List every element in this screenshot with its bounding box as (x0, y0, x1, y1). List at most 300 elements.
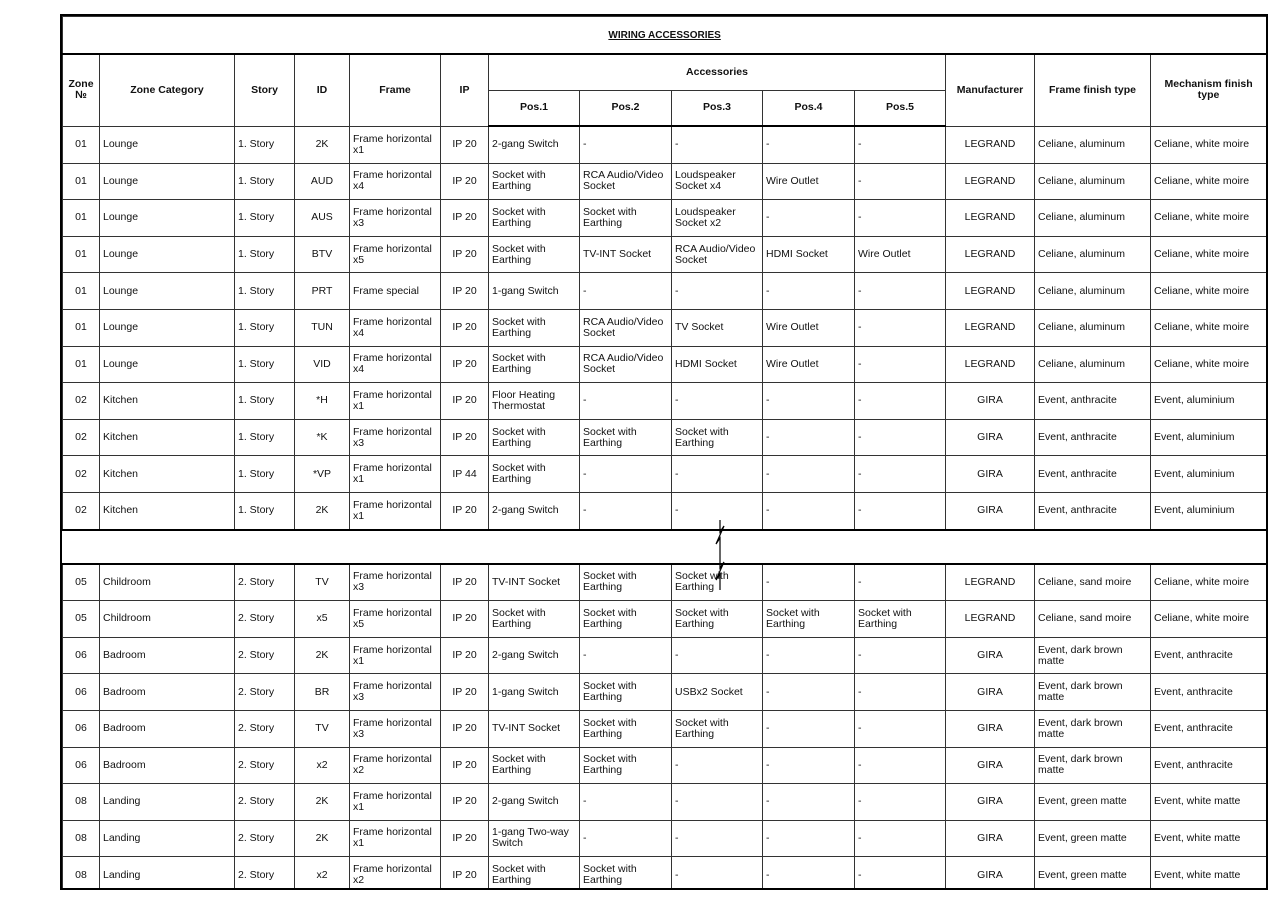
cell-story: 2. Story (235, 747, 295, 784)
cell-frame: Frame horizontal x4 (350, 163, 441, 200)
cell-pos2: - (580, 273, 672, 310)
cell-zone-no: 02 (63, 419, 100, 456)
cell-story: 1. Story (235, 309, 295, 346)
cell-pos2: Socket with Earthing (580, 710, 672, 747)
cell-frame-finish: Event, dark brown matte (1035, 674, 1151, 711)
cell-ip: IP 20 (441, 820, 489, 857)
cell-pos2: RCA Audio/Video Socket (580, 309, 672, 346)
cell-zone-no: 06 (63, 710, 100, 747)
cell-manufacturer: LEGRAND (946, 564, 1035, 601)
cell-frame-finish: Event, dark brown matte (1035, 710, 1151, 747)
header-frame: Frame (350, 54, 441, 126)
header-pos4: Pos.4 (763, 90, 855, 126)
cell-pos2: - (580, 784, 672, 821)
cell-frame: Frame horizontal x3 (350, 200, 441, 237)
cell-pos3: - (672, 857, 763, 890)
table-row (63, 637, 1267, 674)
table-break-separator (63, 530, 1267, 564)
cell-id: AUS (295, 200, 350, 237)
cell-ip: IP 20 (441, 674, 489, 711)
cell-pos2: Socket with Earthing (580, 601, 672, 638)
cell-story: 2. Story (235, 820, 295, 857)
cell-pos4: - (763, 674, 855, 711)
cell-mechanism-finish: Event, anthracite (1151, 710, 1267, 747)
cell-pos5: - (855, 200, 946, 237)
cell-manufacturer: GIRA (946, 747, 1035, 784)
cell-frame-finish: Event, dark brown matte (1035, 637, 1151, 674)
table-row (63, 564, 1267, 601)
header-zone-category: Zone Category (100, 54, 235, 126)
cell-frame: Frame horizontal x3 (350, 564, 441, 601)
cell-pos1: 1-gang Switch (489, 674, 580, 711)
cell-ip: IP 44 (441, 456, 489, 493)
cell-zone-no: 06 (63, 637, 100, 674)
cell-pos3: RCA Audio/Video Socket (672, 236, 763, 273)
cell-pos5: Socket with Earthing (855, 601, 946, 638)
header-manufacturer: Manufacturer (946, 54, 1035, 126)
table-row (63, 601, 1267, 638)
cell-pos5: - (855, 456, 946, 493)
header-pos3: Pos.3 (672, 90, 763, 126)
cell-frame: Frame horizontal x2 (350, 747, 441, 784)
table-row (63, 747, 1267, 784)
cell-pos4: - (763, 273, 855, 310)
cell-mechanism-finish: Celiane, white moire (1151, 601, 1267, 638)
cell-zone-category: Kitchen (100, 383, 235, 420)
cell-pos1: 1-gang Two-way Switch (489, 820, 580, 857)
cell-ip: IP 20 (441, 309, 489, 346)
cell-pos1: 2-gang Switch (489, 126, 580, 163)
cell-frame: Frame horizontal x1 (350, 126, 441, 163)
cell-id: x5 (295, 601, 350, 638)
cell-pos1: Socket with Earthing (489, 346, 580, 383)
cell-manufacturer: GIRA (946, 674, 1035, 711)
cell-zone-no: 06 (63, 747, 100, 784)
cell-pos1: Socket with Earthing (489, 200, 580, 237)
cell-id: BR (295, 674, 350, 711)
cell-story: 1. Story (235, 383, 295, 420)
cell-manufacturer: GIRA (946, 637, 1035, 674)
cell-zone-category: Landing (100, 820, 235, 857)
cell-pos2: - (580, 456, 672, 493)
cell-pos4: Wire Outlet (763, 309, 855, 346)
cell-zone-no: 01 (63, 236, 100, 273)
cell-pos3: Loudspeaker Socket x2 (672, 200, 763, 237)
cell-pos3: - (672, 747, 763, 784)
wiring-accessories-table (62, 16, 1267, 890)
cell-pos4: - (763, 200, 855, 237)
cell-pos3: - (672, 820, 763, 857)
cell-pos3: - (672, 273, 763, 310)
cell-ip: IP 20 (441, 601, 489, 638)
cell-frame: Frame horizontal x1 (350, 456, 441, 493)
cell-frame-finish: Event, dark brown matte (1035, 747, 1151, 784)
cell-pos4: - (763, 637, 855, 674)
cell-manufacturer: LEGRAND (946, 601, 1035, 638)
cell-zone-no: 02 (63, 383, 100, 420)
cell-story: 1. Story (235, 126, 295, 163)
cell-pos4: Wire Outlet (763, 346, 855, 383)
header-id: ID (295, 54, 350, 126)
table-row (63, 236, 1267, 273)
cell-pos5: - (855, 126, 946, 163)
table-row (63, 784, 1267, 821)
cell-manufacturer: GIRA (946, 820, 1035, 857)
cell-zone-category: Badroom (100, 637, 235, 674)
cell-id: TV (295, 564, 350, 601)
table-row (63, 163, 1267, 200)
cell-story: 1. Story (235, 273, 295, 310)
cell-id: *VP (295, 456, 350, 493)
cell-zone-category: Lounge (100, 200, 235, 237)
cell-pos2: - (580, 383, 672, 420)
cell-frame: Frame horizontal x1 (350, 820, 441, 857)
cell-manufacturer: LEGRAND (946, 163, 1035, 200)
cell-id: VID (295, 346, 350, 383)
cell-manufacturer: GIRA (946, 419, 1035, 456)
header-story: Story (235, 54, 295, 126)
cell-zone-no: 01 (63, 346, 100, 383)
cell-story: 2. Story (235, 637, 295, 674)
cell-zone-category: Lounge (100, 309, 235, 346)
header-pos2: Pos.2 (580, 90, 672, 126)
table-row (63, 456, 1267, 493)
cell-frame-finish: Celiane, aluminum (1035, 126, 1151, 163)
cell-id: TV (295, 710, 350, 747)
cell-pos4: - (763, 419, 855, 456)
cell-frame: Frame horizontal x2 (350, 857, 441, 890)
cell-zone-category: Landing (100, 784, 235, 821)
cell-pos1: Socket with Earthing (489, 163, 580, 200)
table-row (63, 126, 1267, 163)
cell-frame: Frame horizontal x1 (350, 784, 441, 821)
cell-pos5: - (855, 492, 946, 529)
cell-pos3: Socket with Earthing (672, 564, 763, 601)
cell-pos5: - (855, 637, 946, 674)
cell-pos1: Socket with Earthing (489, 747, 580, 784)
cell-pos1: Socket with Earthing (489, 601, 580, 638)
cell-story: 1. Story (235, 419, 295, 456)
cell-frame-finish: Event, anthracite (1035, 492, 1151, 529)
cell-pos1: Socket with Earthing (489, 857, 580, 890)
table-title: WIRING ACCESSORIES (63, 17, 1267, 55)
cell-ip: IP 20 (441, 273, 489, 310)
cell-zone-no: 06 (63, 674, 100, 711)
cell-story: 2. Story (235, 857, 295, 890)
cell-frame-finish: Event, green matte (1035, 820, 1151, 857)
cell-zone-no: 01 (63, 309, 100, 346)
cell-story: 2. Story (235, 564, 295, 601)
cell-manufacturer: LEGRAND (946, 273, 1035, 310)
cell-pos4: - (763, 492, 855, 529)
cell-zone-no: 01 (63, 126, 100, 163)
cell-mechanism-finish: Event, aluminium (1151, 492, 1267, 529)
table-body-top (63, 126, 1267, 530)
header-pos5: Pos.5 (855, 90, 946, 126)
cell-frame: Frame special (350, 273, 441, 310)
cell-zone-no: 05 (63, 601, 100, 638)
cell-mechanism-finish: Event, anthracite (1151, 637, 1267, 674)
cell-zone-category: Badroom (100, 674, 235, 711)
cell-ip: IP 20 (441, 637, 489, 674)
table-row (63, 309, 1267, 346)
cell-pos2: RCA Audio/Video Socket (580, 163, 672, 200)
table-row (63, 674, 1267, 711)
cell-id: BTV (295, 236, 350, 273)
cell-frame-finish: Event, green matte (1035, 784, 1151, 821)
cell-pos1: Socket with Earthing (489, 309, 580, 346)
cell-zone-no: 08 (63, 784, 100, 821)
cell-manufacturer: GIRA (946, 784, 1035, 821)
cell-pos3: Socket with Earthing (672, 601, 763, 638)
cell-manufacturer: LEGRAND (946, 126, 1035, 163)
cell-frame-finish: Event, anthracite (1035, 456, 1151, 493)
cell-manufacturer: GIRA (946, 456, 1035, 493)
cell-pos3: USBx2 Socket (672, 674, 763, 711)
cell-story: 1. Story (235, 236, 295, 273)
cell-pos5: - (855, 383, 946, 420)
cell-pos5: - (855, 163, 946, 200)
cell-pos3: - (672, 126, 763, 163)
cell-zone-category: Badroom (100, 710, 235, 747)
cell-frame-finish: Event, green matte (1035, 857, 1151, 890)
cell-id: x2 (295, 857, 350, 890)
cell-ip: IP 20 (441, 747, 489, 784)
cell-mechanism-finish: Event, white matte (1151, 857, 1267, 890)
cell-id: PRT (295, 273, 350, 310)
cell-pos3: - (672, 784, 763, 821)
cell-story: 1. Story (235, 346, 295, 383)
cell-frame-finish: Event, anthracite (1035, 419, 1151, 456)
cell-pos2: Socket with Earthing (580, 419, 672, 456)
cell-zone-category: Kitchen (100, 492, 235, 529)
header-accessories: Accessories (489, 54, 946, 90)
cell-frame-finish: Celiane, aluminum (1035, 200, 1151, 237)
cell-ip: IP 20 (441, 126, 489, 163)
section-break-row (63, 530, 1267, 564)
cell-ip: IP 20 (441, 492, 489, 529)
cell-frame-finish: Celiane, sand moire (1035, 564, 1151, 601)
table-row (63, 200, 1267, 237)
cell-id: *H (295, 383, 350, 420)
cell-pos4: Socket with Earthing (763, 601, 855, 638)
cell-mechanism-finish: Event, anthracite (1151, 747, 1267, 784)
wiring-accessories-sheet (60, 14, 1268, 890)
cell-id: 2K (295, 637, 350, 674)
cell-pos4: - (763, 820, 855, 857)
cell-id: 2K (295, 784, 350, 821)
cell-pos1: Socket with Earthing (489, 236, 580, 273)
cell-pos5: - (855, 820, 946, 857)
cell-zone-no: 02 (63, 492, 100, 529)
table-row (63, 346, 1267, 383)
cell-ip: IP 20 (441, 710, 489, 747)
cell-mechanism-finish: Event, aluminium (1151, 456, 1267, 493)
cell-story: 2. Story (235, 710, 295, 747)
cell-frame-finish: Celiane, sand moire (1035, 601, 1151, 638)
cell-pos4: - (763, 126, 855, 163)
cell-pos2: - (580, 126, 672, 163)
cell-frame: Frame horizontal x3 (350, 419, 441, 456)
cell-ip: IP 20 (441, 784, 489, 821)
cell-manufacturer: LEGRAND (946, 236, 1035, 273)
cell-pos1: Floor Heating Thermostat (489, 383, 580, 420)
cell-zone-category: Childroom (100, 564, 235, 601)
cell-frame: Frame horizontal x5 (350, 236, 441, 273)
cell-manufacturer: GIRA (946, 383, 1035, 420)
cell-pos1: Socket with Earthing (489, 419, 580, 456)
table-body-bottom (63, 564, 1267, 890)
cell-ip: IP 20 (441, 236, 489, 273)
cell-frame: Frame horizontal x1 (350, 492, 441, 529)
cell-id: 2K (295, 820, 350, 857)
cell-mechanism-finish: Celiane, white moire (1151, 309, 1267, 346)
cell-pos4: - (763, 784, 855, 821)
cell-pos2: Socket with Earthing (580, 564, 672, 601)
cell-frame-finish: Celiane, aluminum (1035, 273, 1151, 310)
cell-id: *K (295, 419, 350, 456)
cell-pos2: - (580, 492, 672, 529)
cell-ip: IP 20 (441, 383, 489, 420)
table-row (63, 383, 1267, 420)
cell-zone-no: 05 (63, 564, 100, 601)
cell-mechanism-finish: Celiane, white moire (1151, 163, 1267, 200)
cell-story: 2. Story (235, 674, 295, 711)
cell-mechanism-finish: Celiane, white moire (1151, 346, 1267, 383)
cell-manufacturer: LEGRAND (946, 309, 1035, 346)
table-row (63, 857, 1267, 890)
cell-ip: IP 20 (441, 419, 489, 456)
cell-pos4: Wire Outlet (763, 163, 855, 200)
cell-zone-category: Lounge (100, 126, 235, 163)
cell-mechanism-finish: Celiane, white moire (1151, 564, 1267, 601)
cell-frame: Frame horizontal x5 (350, 601, 441, 638)
cell-mechanism-finish: Celiane, white moire (1151, 200, 1267, 237)
cell-frame: Frame horizontal x4 (350, 346, 441, 383)
cell-ip: IP 20 (441, 346, 489, 383)
cell-pos4: - (763, 710, 855, 747)
cell-id: 2K (295, 126, 350, 163)
cell-pos5: Wire Outlet (855, 236, 946, 273)
cell-mechanism-finish: Event, white matte (1151, 820, 1267, 857)
cell-pos4: - (763, 383, 855, 420)
cell-zone-category: Lounge (100, 236, 235, 273)
cell-frame-finish: Celiane, aluminum (1035, 163, 1151, 200)
cell-zone-no: 02 (63, 456, 100, 493)
cell-story: 1. Story (235, 456, 295, 493)
cell-ip: IP 20 (441, 857, 489, 890)
cell-pos5: - (855, 710, 946, 747)
cell-mechanism-finish: Celiane, white moire (1151, 273, 1267, 310)
cell-id: x2 (295, 747, 350, 784)
cell-mechanism-finish: Event, aluminium (1151, 419, 1267, 456)
cell-frame: Frame horizontal x3 (350, 674, 441, 711)
cell-zone-category: Badroom (100, 747, 235, 784)
cell-frame: Frame horizontal x4 (350, 309, 441, 346)
cell-frame: Frame horizontal x1 (350, 383, 441, 420)
cell-pos5: - (855, 346, 946, 383)
cell-zone-category: Lounge (100, 273, 235, 310)
cell-zone-category: Kitchen (100, 456, 235, 493)
header-frame-finish: Frame finish type (1035, 54, 1151, 126)
cell-pos2: Socket with Earthing (580, 674, 672, 711)
cell-frame-finish: Celiane, aluminum (1035, 236, 1151, 273)
cell-pos2: Socket with Earthing (580, 200, 672, 237)
cell-pos3: - (672, 383, 763, 420)
cell-pos1: 2-gang Switch (489, 637, 580, 674)
cell-pos1: TV-INT Socket (489, 564, 580, 601)
table-row (63, 419, 1267, 456)
cell-frame-finish: Event, anthracite (1035, 383, 1151, 420)
cell-frame: Frame horizontal x1 (350, 637, 441, 674)
cell-pos2: RCA Audio/Video Socket (580, 346, 672, 383)
cell-pos3: - (672, 637, 763, 674)
cell-story: 1. Story (235, 492, 295, 529)
cell-zone-category: Lounge (100, 163, 235, 200)
cell-pos3: TV Socket (672, 309, 763, 346)
cell-frame: Frame horizontal x3 (350, 710, 441, 747)
table-row (63, 492, 1267, 529)
cell-pos2: TV-INT Socket (580, 236, 672, 273)
cell-pos3: Socket with Earthing (672, 710, 763, 747)
cell-zone-no: 08 (63, 857, 100, 890)
cell-story: 2. Story (235, 784, 295, 821)
cell-pos1: TV-INT Socket (489, 710, 580, 747)
cell-pos2: Socket with Earthing (580, 747, 672, 784)
cell-pos1: 2-gang Switch (489, 492, 580, 529)
header-pos1: Pos.1 (489, 90, 580, 126)
cell-zone-no: 08 (63, 820, 100, 857)
cell-manufacturer: LEGRAND (946, 200, 1035, 237)
cell-pos3: - (672, 456, 763, 493)
cell-mechanism-finish: Event, white matte (1151, 784, 1267, 821)
cell-pos5: - (855, 419, 946, 456)
cell-pos4: HDMI Socket (763, 236, 855, 273)
cell-pos2: - (580, 820, 672, 857)
cell-zone-no: 01 (63, 273, 100, 310)
table-row (63, 273, 1267, 310)
cell-zone-category: Landing (100, 857, 235, 890)
cell-mechanism-finish: Event, anthracite (1151, 674, 1267, 711)
cell-pos3: - (672, 492, 763, 529)
cell-pos4: - (763, 564, 855, 601)
header-mechanism-finish: Mechanism finish type (1151, 54, 1267, 126)
cell-pos5: - (855, 309, 946, 346)
cell-pos5: - (855, 784, 946, 821)
cell-pos2: Socket with Earthing (580, 857, 672, 890)
cell-id: AUD (295, 163, 350, 200)
header-ip: IP (441, 54, 489, 126)
cell-pos5: - (855, 273, 946, 310)
cell-manufacturer: LEGRAND (946, 346, 1035, 383)
cell-pos5: - (855, 857, 946, 890)
cell-pos5: - (855, 564, 946, 601)
cell-pos2: - (580, 637, 672, 674)
cell-story: 2. Story (235, 601, 295, 638)
cell-pos1: 1-gang Switch (489, 273, 580, 310)
cell-zone-no: 01 (63, 200, 100, 237)
cell-ip: IP 20 (441, 163, 489, 200)
cell-zone-category: Kitchen (100, 419, 235, 456)
cell-story: 1. Story (235, 200, 295, 237)
cell-mechanism-finish: Celiane, white moire (1151, 236, 1267, 273)
cell-pos1: 2-gang Switch (489, 784, 580, 821)
cell-frame-finish: Celiane, aluminum (1035, 346, 1151, 383)
cell-id: TUN (295, 309, 350, 346)
cell-pos4: - (763, 857, 855, 890)
cell-pos3: Socket with Earthing (672, 419, 763, 456)
cell-story: 1. Story (235, 163, 295, 200)
